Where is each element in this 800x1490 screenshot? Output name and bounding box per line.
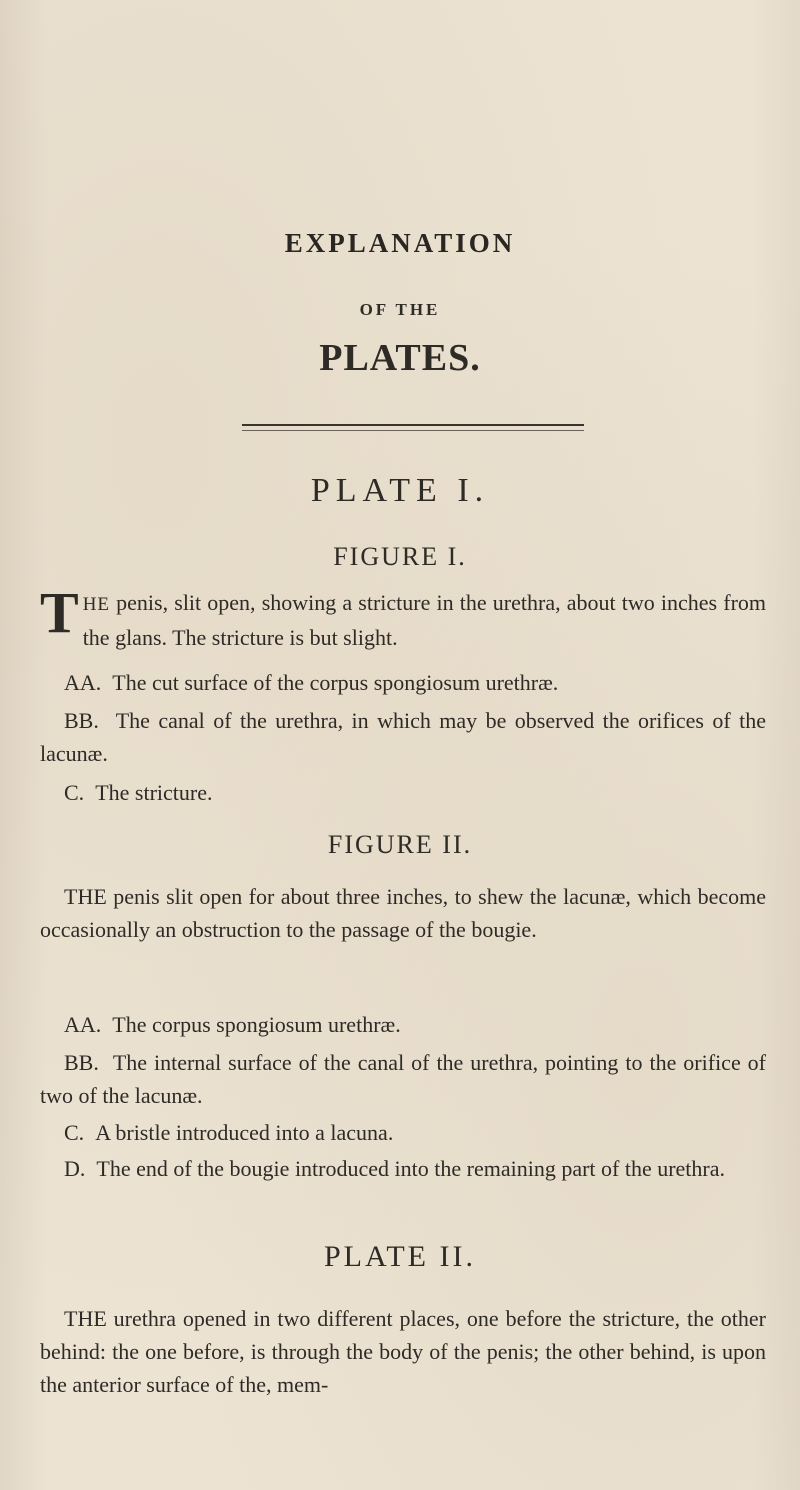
plate-1-figure-2-item-c: [40, 1116, 766, 1149]
drop-cap: T: [40, 580, 79, 645]
item-key: BB.: [64, 1050, 99, 1075]
drop-cap-rest: HE: [82, 594, 111, 615]
item-text: A bristle introduced into a lacuna.: [95, 1120, 394, 1145]
item-text: The internal surface of the canal of the urethra, pointing to the orifice of two of the lacunæ.: [40, 1050, 767, 1108]
plate-1-figure-2-item-d: [40, 1152, 766, 1185]
item-text: The stricture.: [95, 780, 213, 805]
plate-1-figure-1-title: FIGURE I.: [333, 542, 467, 571]
plate-1-figure-1-item-bb: [40, 704, 766, 770]
intro-text: penis, slit open, showing a stricture in the urethra, about two inches from the glans. The stricture is but slight.: [82, 590, 767, 650]
item-key: AA.: [64, 1012, 102, 1037]
plate-1-figure-1-item-aa: [40, 666, 766, 699]
of-the-heading: OF THE: [359, 300, 441, 319]
item-key: BB.: [64, 708, 99, 733]
item-text: The cut surface of the corpus spongiosum urethræ.: [112, 670, 559, 695]
plate-1-title: PLATE I.: [310, 472, 490, 509]
plate-1-figure-1-item-c: [40, 776, 766, 809]
plate-1-figure-2-item-aa: [40, 1008, 766, 1041]
plate-1-figure-2-intro: THE penis slit open for about three inches, to shew the lacunæ, which become occasionally an obstruction to the passage of the bougie.: [40, 884, 766, 942]
plate-2-title: PLATE II.: [324, 1240, 476, 1273]
plate-2-intro: THE urethra opened in two different places, one before the stricture, the other behind: the one before, is through the body of the penis; the other behind, is upon the anterior surface of the, mem-: [40, 1306, 766, 1397]
plates-heading: PLATES.: [319, 337, 481, 379]
item-text: The canal of the urethra, in which may be observed the orifices of the lacunæ.: [40, 708, 766, 766]
item-key: C.: [64, 1120, 85, 1145]
plate-1-figure-2-title: FIGURE II.: [327, 830, 473, 859]
item-text: The corpus spongiosum urethræ.: [112, 1012, 401, 1037]
plate-1-figure-1-intro: [40, 580, 767, 654]
divider-rule: [242, 424, 584, 426]
item-key: D.: [64, 1156, 86, 1181]
item-text: The end of the bougie introduced into the remaining part of the urethra.: [96, 1156, 726, 1181]
item-key: C.: [64, 780, 85, 805]
item-key: AA.: [64, 670, 102, 695]
plate-1-figure-2-item-bb: [40, 1046, 766, 1112]
divider-rule-thin: [242, 430, 584, 431]
explanation-heading: EXPLANATION: [284, 228, 516, 258]
